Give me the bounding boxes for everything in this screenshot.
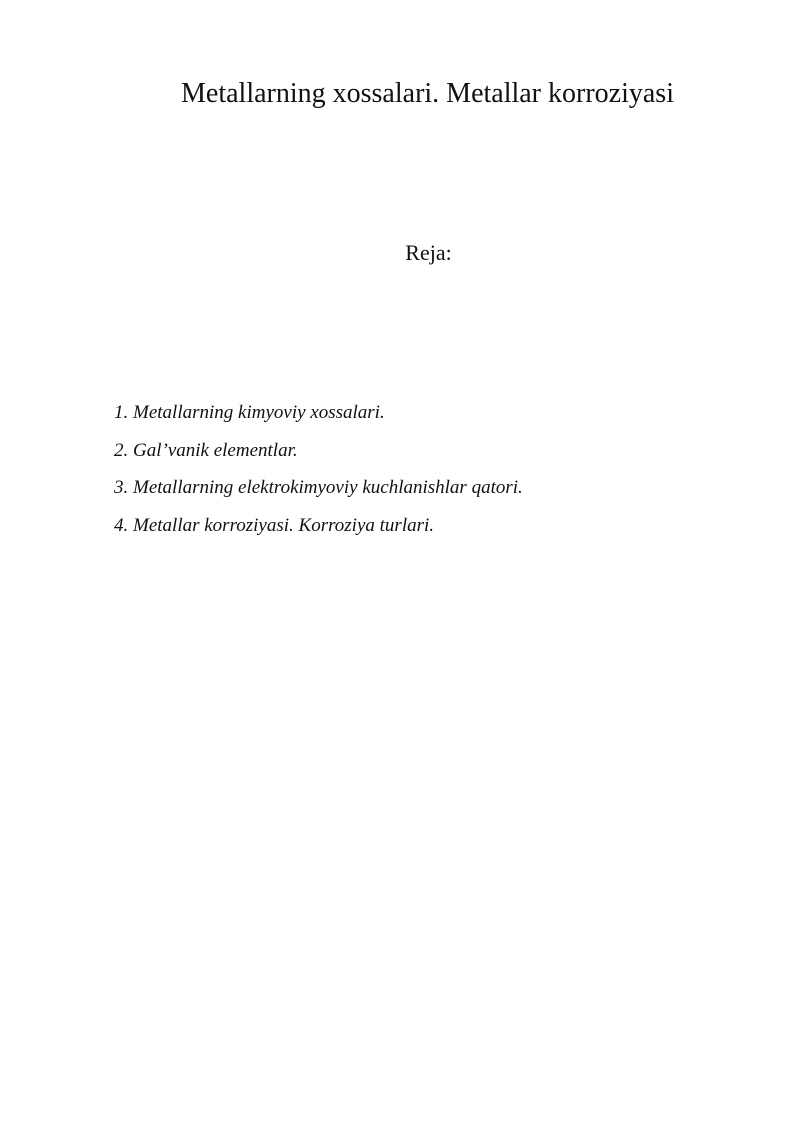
plan-item: 2. Gal’vanik elementlar. [114, 439, 298, 461]
plan-item: 3. Metallarning elektrokimyoviy kuchlanishlar qatori. [114, 477, 523, 498]
plan-heading: Reja: [405, 240, 452, 265]
plan-list [114, 396, 523, 546]
plan-item: 4. Metallar korroziyasi. Korroziya turlari. [114, 514, 435, 536]
plan-item: 1. Metallarning kimyoviy xossalari. [114, 402, 385, 423]
document-title: Metallarning xossalari. Metallar korroziyasi [181, 78, 674, 109]
